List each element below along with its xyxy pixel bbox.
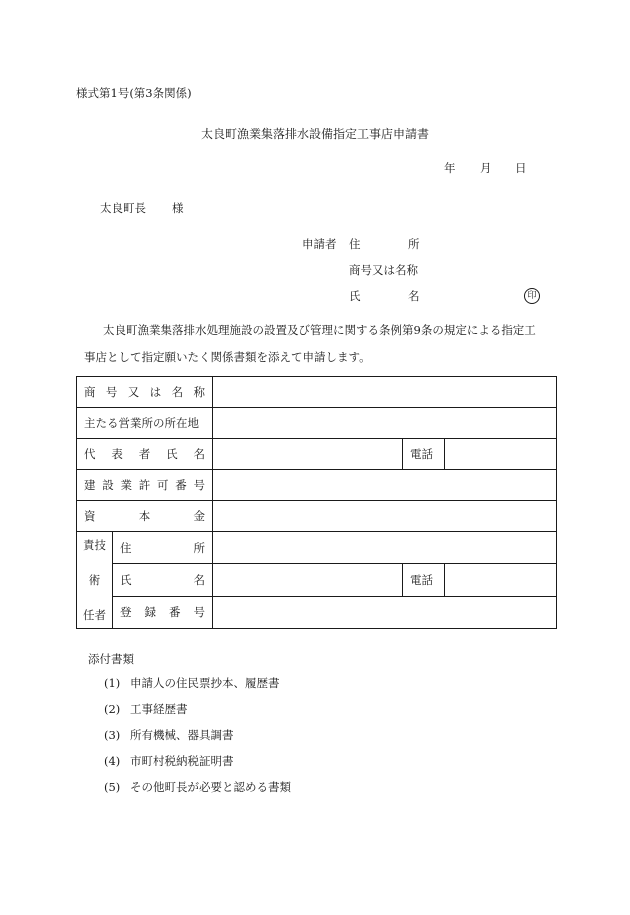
engineer-reg-char: 番 bbox=[169, 605, 181, 620]
engineer-reg-label-cell bbox=[113, 596, 213, 628]
engineer-reg-char: 登 bbox=[120, 605, 132, 620]
engineer-name-label-cell bbox=[113, 564, 213, 596]
engineer-label-top: 責技 bbox=[83, 538, 106, 552]
applicant-business-name-label: 商号又は名称 bbox=[349, 263, 418, 277]
addressee-honorific: 様 bbox=[172, 201, 184, 215]
representative-char: 者 bbox=[138, 447, 151, 461]
engineer-phone-label: 電話 bbox=[403, 564, 445, 596]
date-year-label: 年 bbox=[444, 161, 456, 175]
business-name-char: 号 bbox=[105, 385, 118, 399]
attachments-heading: 添付書類 bbox=[88, 652, 134, 666]
attachment-number: (2) bbox=[104, 702, 121, 716]
main-office-label: 主たる営業所の所在地 bbox=[77, 408, 213, 439]
attachment-number: (5) bbox=[104, 780, 121, 794]
engineer-name-char: 名 bbox=[193, 572, 205, 587]
business-name-char: は bbox=[149, 385, 162, 399]
date-month-label: 月 bbox=[480, 161, 492, 175]
capital-input[interactable] bbox=[213, 501, 557, 532]
date-day-label: 日 bbox=[515, 161, 527, 175]
engineer-label-bottom: 任者 bbox=[83, 608, 106, 622]
engineer-reg-char: 録 bbox=[144, 605, 156, 620]
applicant-name-label-2: 名 bbox=[408, 289, 420, 303]
license-char: 許 bbox=[138, 478, 151, 492]
body-text-line-2: 事店として指定願いたく関係書類を添えて申請します。 bbox=[84, 350, 371, 364]
engineer-address-char: 所 bbox=[193, 540, 205, 555]
applicant-label: 申請者 bbox=[302, 237, 337, 251]
representative-char: 表 bbox=[111, 447, 123, 461]
seal-mark: 印 bbox=[524, 288, 540, 304]
attachment-text: 申請人の住民票抄本、履歴書 bbox=[130, 676, 280, 690]
engineer-reg-input[interactable] bbox=[213, 596, 557, 628]
table-row bbox=[77, 470, 557, 501]
license-number-input[interactable] bbox=[213, 470, 557, 501]
attachment-text: 所有機械、器具調書 bbox=[130, 728, 234, 742]
engineer-name-char: 氏 bbox=[120, 572, 132, 587]
attachment-number: (3) bbox=[104, 728, 121, 742]
license-char: 号 bbox=[193, 478, 205, 492]
representative-phone-input[interactable] bbox=[445, 439, 557, 470]
table-row bbox=[77, 501, 557, 532]
table-row bbox=[77, 408, 557, 439]
license-char: 設 bbox=[102, 478, 114, 492]
attachment-text: その他町長が必要と認める書類 bbox=[130, 780, 291, 794]
engineer-name-input[interactable] bbox=[213, 564, 403, 596]
application-table bbox=[76, 376, 557, 629]
table-row bbox=[77, 564, 557, 596]
representative-char: 代 bbox=[84, 447, 96, 461]
engineer-address-label-cell bbox=[113, 532, 213, 564]
attachment-item bbox=[104, 779, 291, 795]
attachment-text: 工事経歴書 bbox=[130, 702, 188, 716]
representative-label-cell bbox=[77, 439, 213, 470]
table-row bbox=[77, 532, 557, 564]
engineer-address-input[interactable] bbox=[213, 532, 557, 564]
applicant-address-label-2: 所 bbox=[408, 237, 420, 251]
business-name-input[interactable] bbox=[213, 377, 557, 408]
license-number-label-cell bbox=[77, 470, 213, 501]
attachment-item bbox=[104, 753, 234, 769]
attachment-item bbox=[104, 675, 280, 691]
table-row bbox=[77, 439, 557, 470]
capital-char: 本 bbox=[138, 509, 151, 523]
engineer-address-char: 住 bbox=[120, 540, 132, 555]
license-char: 番 bbox=[175, 478, 187, 492]
engineer-label-middle: 術 bbox=[88, 573, 101, 587]
license-char: 可 bbox=[157, 478, 169, 492]
representative-name-input[interactable] bbox=[213, 439, 403, 470]
business-name-label-cell bbox=[77, 377, 213, 408]
engineer-reg-char: 号 bbox=[193, 605, 205, 620]
table-row bbox=[77, 596, 557, 628]
attachment-text: 市町村税納税証明書 bbox=[130, 754, 234, 768]
business-name-char: 称 bbox=[193, 385, 205, 399]
main-office-input[interactable] bbox=[213, 408, 557, 439]
business-name-char: 又 bbox=[127, 385, 140, 399]
representative-phone-label: 電話 bbox=[403, 439, 445, 470]
applicant-address-label-1: 住 bbox=[349, 237, 361, 251]
attachment-number: (1) bbox=[104, 676, 121, 690]
engineer-label-cell bbox=[77, 532, 113, 629]
attachment-number: (4) bbox=[104, 754, 121, 768]
engineer-phone-input[interactable] bbox=[445, 564, 557, 596]
attachment-item bbox=[104, 701, 188, 717]
addressee-name: 太良町長 bbox=[100, 201, 146, 215]
document-title: 太良町漁業集落排水設備指定工事店申請書 bbox=[200, 127, 429, 141]
capital-char: 資 bbox=[84, 509, 96, 523]
form-number: 様式第1号(第3条関係) bbox=[76, 86, 192, 100]
capital-label-cell bbox=[77, 501, 213, 532]
license-char: 業 bbox=[120, 478, 132, 492]
license-char: 建 bbox=[84, 478, 96, 492]
attachment-item bbox=[104, 727, 234, 743]
applicant-name-label-1: 氏 bbox=[349, 289, 361, 303]
capital-char: 金 bbox=[193, 509, 205, 523]
representative-char: 名 bbox=[193, 447, 205, 461]
body-text-line-1: 太良町漁業集落排水処理施設の設置及び管理に関する条例第9条の規定による指定工 bbox=[103, 323, 536, 337]
business-name-char: 名 bbox=[171, 385, 184, 399]
table-row bbox=[77, 377, 557, 408]
representative-char: 氏 bbox=[166, 447, 178, 461]
business-name-char: 商 bbox=[84, 385, 96, 399]
